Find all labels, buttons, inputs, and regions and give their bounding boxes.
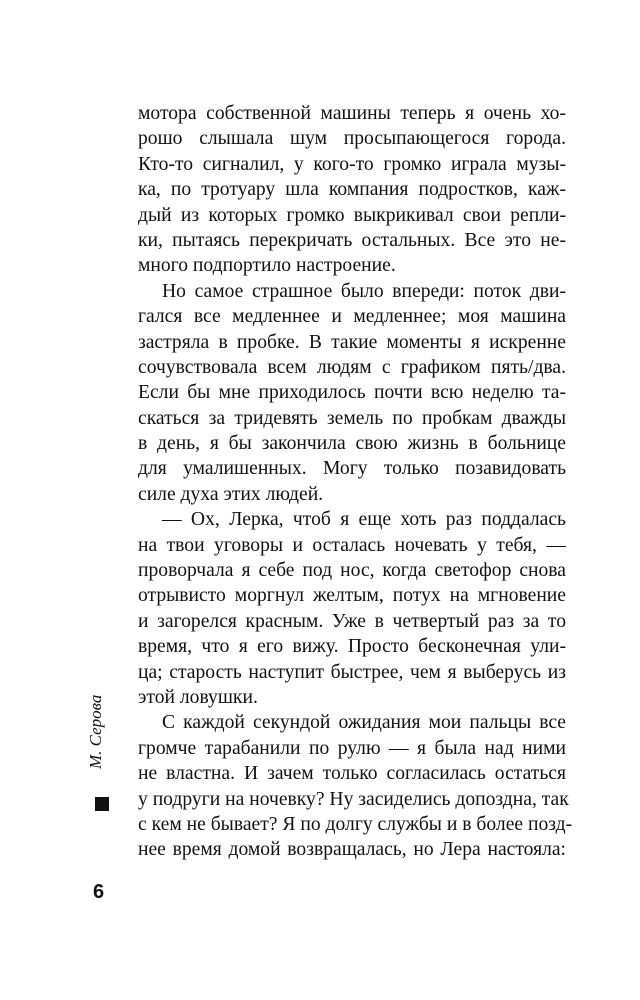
text-line: проворчала я себе под нос, когда светофор снова	[138, 560, 566, 582]
text-line: ца; старость наступит быстрее, чем я выберусь из	[138, 661, 566, 683]
text-line: С каждой секундой ожидания мои пальцы все	[162, 712, 566, 734]
text-line: для умалишенных. Могу только позавидовать	[138, 458, 566, 480]
text-line: с кем не бывает? Я по долгу службы и в более позд-	[138, 813, 573, 835]
text-line: силе духа этих людей.	[138, 483, 324, 505]
text-line: мотора собственной машины теперь я очень хо-	[138, 103, 566, 124]
text-line: Кто-то сигналил, у кого-то громко играла музы-	[138, 153, 566, 175]
text-line: застряла в пробке. В такие моменты я искренне	[138, 331, 566, 353]
text-line: сочувствовала всем людям с графиком пять/два.	[138, 356, 566, 378]
text-line: громче тарабанили по рулю — я была над ними	[138, 737, 566, 759]
running-head-author: М. Серова	[86, 694, 105, 769]
text-line: не властна. И зачем только согласилась остаться	[138, 763, 566, 785]
text-line: — Ох, Лерка, чтоб я еще хоть раз поддалась	[162, 509, 566, 531]
body-text	[138, 101, 573, 863]
text-line: Но самое страшное было впереди: поток дви-	[162, 280, 566, 302]
text-line: ки, пытаясь перекричать остальных. Все это не-	[138, 229, 566, 251]
text-line: в день, я бы закончила свою жизнь в больнице	[138, 433, 566, 455]
text-line: и загорелся красным. Уже в четвертый раз за то	[138, 610, 566, 632]
text-line: на твои уговоры и осталась ночевать у тебя, —	[138, 534, 566, 556]
text-line: отрывисто моргнул желтым, потух на мгновение	[138, 585, 566, 607]
text-line: рошо слышала шум просыпающегося города.	[138, 128, 566, 150]
text-line: этой ловушки.	[138, 686, 258, 708]
text-line: дый из которых громко выкрикивал свои репли-	[138, 204, 566, 226]
text-line: скаться за тридевять земель по пробкам дважды	[138, 407, 566, 429]
text-line: много подпортило настроение.	[138, 255, 396, 277]
text-line: Если бы мне приходилось почти всю неделю та-	[138, 382, 566, 404]
page-number: 6	[93, 881, 105, 903]
text-line: у подруги на ночевку? Ну засиделись допоздна, так	[138, 788, 569, 810]
square-marker-icon	[95, 797, 109, 811]
text-line: ка, по тротуару шла компания подростков, каж-	[138, 179, 566, 201]
text-line: гался все медленнее и медленнее; моя машина	[138, 306, 566, 328]
text-line: время, что я его вижу. Просто бесконечная ули-	[138, 636, 566, 658]
text-line: нее время домой возвращалась, но Лера настояла:	[138, 839, 566, 861]
